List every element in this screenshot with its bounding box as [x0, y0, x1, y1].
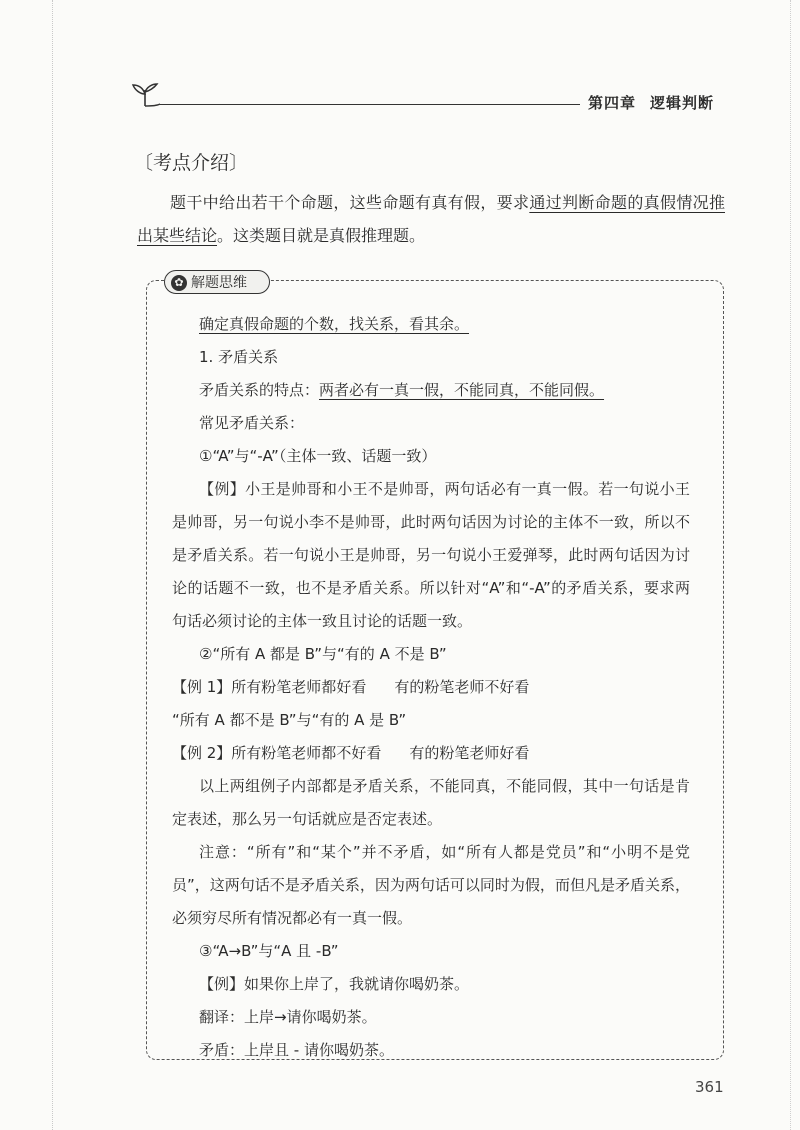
header-rule: [160, 104, 580, 105]
intro-plain: 题干中给出若干个命题，这些命题有真有假，要求: [170, 193, 530, 212]
note-paragraph: 注意：“所有”和“某个”并不矛盾，如“所有人都是党员”和“小明不是党员”，这两句话不是矛盾关系，因为两句话可以同时为假，而但凡是矛盾关系，必须穷尽所有情况都必有一真一假。: [172, 843, 690, 927]
badge-label: 解题思维: [191, 275, 247, 291]
intro-underlined: 通过判断命题的真假情况推出某些结论: [137, 193, 725, 245]
box-badge: [164, 270, 270, 294]
summary-line: [172, 308, 690, 341]
intro-tail: 。这类题目就是真假推理题。: [217, 226, 426, 245]
item-3: ③“A→B”与“A 且 -B”: [199, 942, 339, 960]
summary-paragraph: 以上两组例子内部都是矛盾关系，不能同真，不能同假，其中一句话是肯定表述，那么另一句话就应是否定表述。: [172, 777, 690, 828]
box-content: [172, 308, 690, 1067]
example-3-left: 【例 2】所有粉笔老师都不好看: [172, 744, 382, 762]
translation-line: 翻译：上岸→请你喝奶茶。: [199, 1008, 377, 1026]
chapter-title: 逻辑判断: [650, 94, 715, 112]
binding-edge-right: [790, 0, 791, 1130]
item-2b: “所有 A 都不是 B”与“有的 A 是 B”: [172, 711, 407, 729]
feature-line: [172, 374, 690, 407]
chapter-label: 第四章: [588, 94, 637, 112]
section-title: 〔考点介绍〕: [134, 152, 249, 174]
contradiction-line: 矛盾：上岸且 - 请你喝奶茶。: [199, 1041, 394, 1059]
sprout-icon: [130, 82, 160, 108]
item-2: ②“所有 A 都是 B”与“有的 A 不是 B”: [199, 645, 447, 663]
chapter-heading: [588, 92, 714, 113]
feature-text: 两者必有一真一假，不能同真，不能同假。: [319, 381, 605, 399]
example-2-right: 有的粉笔老师不好看: [394, 678, 530, 696]
example-4: 【例】如果你上岸了，我就请你喝奶茶。: [199, 975, 470, 993]
example-2-line: [172, 671, 690, 704]
example-3-right: 有的粉笔老师好看: [409, 744, 530, 762]
example-1: 【例】小王是帅哥和小王不是帅哥，两句话必有一真一假。若一句说小王是帅哥，另一句说小李不是帅哥，此时两句话因为讨论的主体不一致，所以不是矛盾关系。若一句说小王是帅哥，另一句说小王爱弹琴，此时两句话因为讨论的话题不一致，也不是矛盾关系。所以针对“A”和“-A”的矛盾关系，要求两句话必须讨论的主体一致且讨论的话题一致。: [172, 480, 690, 630]
item-1: ①“A”与“-A”（主体一致、话题一致）: [199, 447, 437, 465]
intro-paragraph: [137, 186, 725, 252]
summary-text: 确定真假命题的个数，找关系，看其余。: [199, 315, 470, 333]
feature-label: 矛盾关系的特点：: [199, 381, 320, 399]
example-2-left: 【例 1】所有粉笔老师都好看: [172, 678, 367, 696]
common-label: 常见矛盾关系：: [199, 414, 305, 432]
example-3-line: [172, 737, 690, 770]
binding-edge-left: [52, 0, 53, 1130]
page-number: 361: [695, 1078, 724, 1096]
heading-contradiction: 1. 矛盾关系: [199, 348, 279, 366]
flower-icon: ✿: [171, 275, 187, 291]
